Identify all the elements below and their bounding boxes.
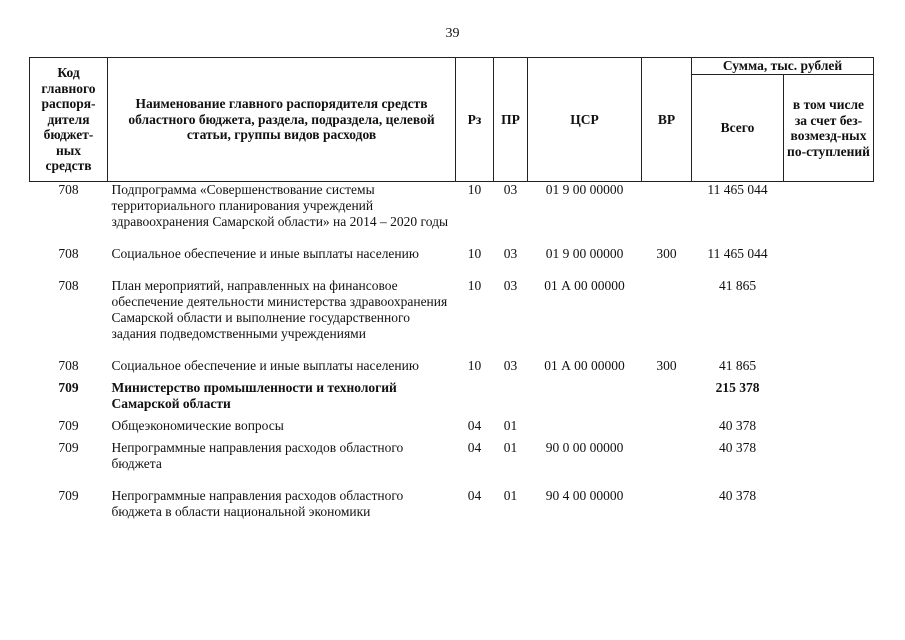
row-total: 41 865 — [718, 278, 757, 293]
row-total: 40 378 — [718, 440, 757, 455]
row-csr: 90 4 00 00000 — [545, 488, 624, 503]
header-total: Всего — [692, 75, 784, 182]
table-body — [30, 182, 874, 537]
table-header — [30, 58, 874, 182]
row-name: Социальное обеспечение и иные выплаты населению — [111, 246, 419, 261]
row-vr: 300 — [656, 358, 677, 373]
row-grants — [784, 380, 874, 418]
row-rz: 10 — [467, 182, 482, 197]
row-csr: 01 А 00 00000 — [544, 358, 625, 373]
row-code: 708 — [58, 182, 79, 197]
row-pr: 01 — [503, 440, 518, 455]
row-name: Общеэкономические вопросы — [111, 418, 284, 433]
row-grants — [784, 418, 874, 440]
row-name: Подпрограмма «Совершенствование системы территориального планирования учреждений здравоохранения Самарской области» на 2014 – 2020 годы — [111, 182, 449, 229]
header-vr: ВР — [642, 58, 692, 182]
header-rz: Рз — [456, 58, 494, 182]
row-csr: 01 А 00 00000 — [544, 278, 625, 293]
row-csr: 01 9 00 00000 — [545, 182, 624, 197]
header-sum: Сумма, тыс. рублей — [692, 58, 874, 75]
row-csr: 90 0 00 00000 — [545, 440, 624, 455]
row-code: 708 — [58, 358, 79, 373]
row-vr — [642, 278, 692, 358]
table-row — [30, 246, 874, 278]
header-csr: ЦСР — [528, 58, 642, 182]
row-grants — [784, 182, 874, 247]
row-vr — [642, 488, 692, 536]
row-rz: 04 — [467, 440, 482, 455]
table-row — [30, 440, 874, 488]
row-rz: 10 — [467, 358, 482, 373]
table-row — [30, 380, 874, 418]
row-total: 11 465 044 — [707, 246, 768, 261]
header-name: Наименование главного распорядителя средств областного бюджета, раздела, подраздела, целевой статьи, группы видов расходов — [108, 58, 456, 182]
row-pr: 01 — [503, 488, 518, 503]
row-pr: 03 — [503, 358, 518, 373]
row-total: 41 865 — [718, 358, 757, 373]
row-csr — [528, 380, 642, 418]
header-grants: в том числе за счет без-возмезд-ных по-ступлений — [784, 75, 874, 182]
header-code: Код главного распоря-дителя бюджет-ных средств — [30, 58, 108, 182]
row-vr — [642, 380, 692, 418]
row-rz: 04 — [467, 418, 482, 433]
row-rz — [456, 380, 494, 418]
table-row — [30, 278, 874, 358]
row-grants — [784, 358, 874, 380]
row-vr — [642, 182, 692, 247]
header-pr: ПР — [494, 58, 528, 182]
row-rz: 04 — [467, 488, 482, 503]
row-total: 215 378 — [715, 380, 760, 395]
row-csr: 01 9 00 00000 — [545, 246, 624, 261]
row-rz: 10 — [467, 278, 482, 293]
row-pr: 03 — [503, 182, 518, 197]
row-name: Непрограммные направления расходов областного бюджета — [111, 440, 404, 471]
row-rz: 10 — [467, 246, 482, 261]
row-code: 708 — [58, 278, 79, 293]
row-pr: 01 — [503, 418, 518, 433]
row-name: Непрограммные направления расходов областного бюджета в области национальной экономики — [111, 488, 404, 519]
row-grants — [784, 246, 874, 278]
row-pr — [494, 380, 528, 418]
row-pr: 03 — [503, 246, 518, 261]
row-vr — [642, 440, 692, 488]
row-code: 709 — [58, 440, 79, 455]
row-name: Социальное обеспечение и иные выплаты населению — [111, 358, 419, 373]
row-grants — [784, 440, 874, 488]
row-total: 40 378 — [718, 488, 757, 503]
row-pr: 03 — [503, 278, 518, 293]
row-total: 11 465 044 — [707, 182, 768, 197]
row-code: 709 — [58, 488, 79, 503]
page-number: 39 — [445, 26, 460, 41]
row-total: 40 378 — [718, 418, 757, 433]
table-row — [30, 182, 874, 247]
row-name: Министерство промышленности и технологий Самарской области — [111, 380, 397, 411]
table-row — [30, 418, 874, 440]
table-row — [30, 488, 874, 536]
budget-table — [29, 57, 874, 536]
table-row — [30, 358, 874, 380]
row-grants — [784, 278, 874, 358]
row-code: 709 — [58, 380, 79, 395]
row-code: 709 — [58, 418, 79, 433]
row-vr: 300 — [656, 246, 677, 261]
row-code: 708 — [58, 246, 79, 261]
row-vr — [642, 418, 692, 440]
row-name: План мероприятий, направленных на финансовое обеспечение деятельности министерства здравоохранения Самарской области и выполнение государственного задания подведомственными учреждениями — [111, 278, 448, 341]
row-csr — [528, 418, 642, 440]
row-grants — [784, 488, 874, 536]
